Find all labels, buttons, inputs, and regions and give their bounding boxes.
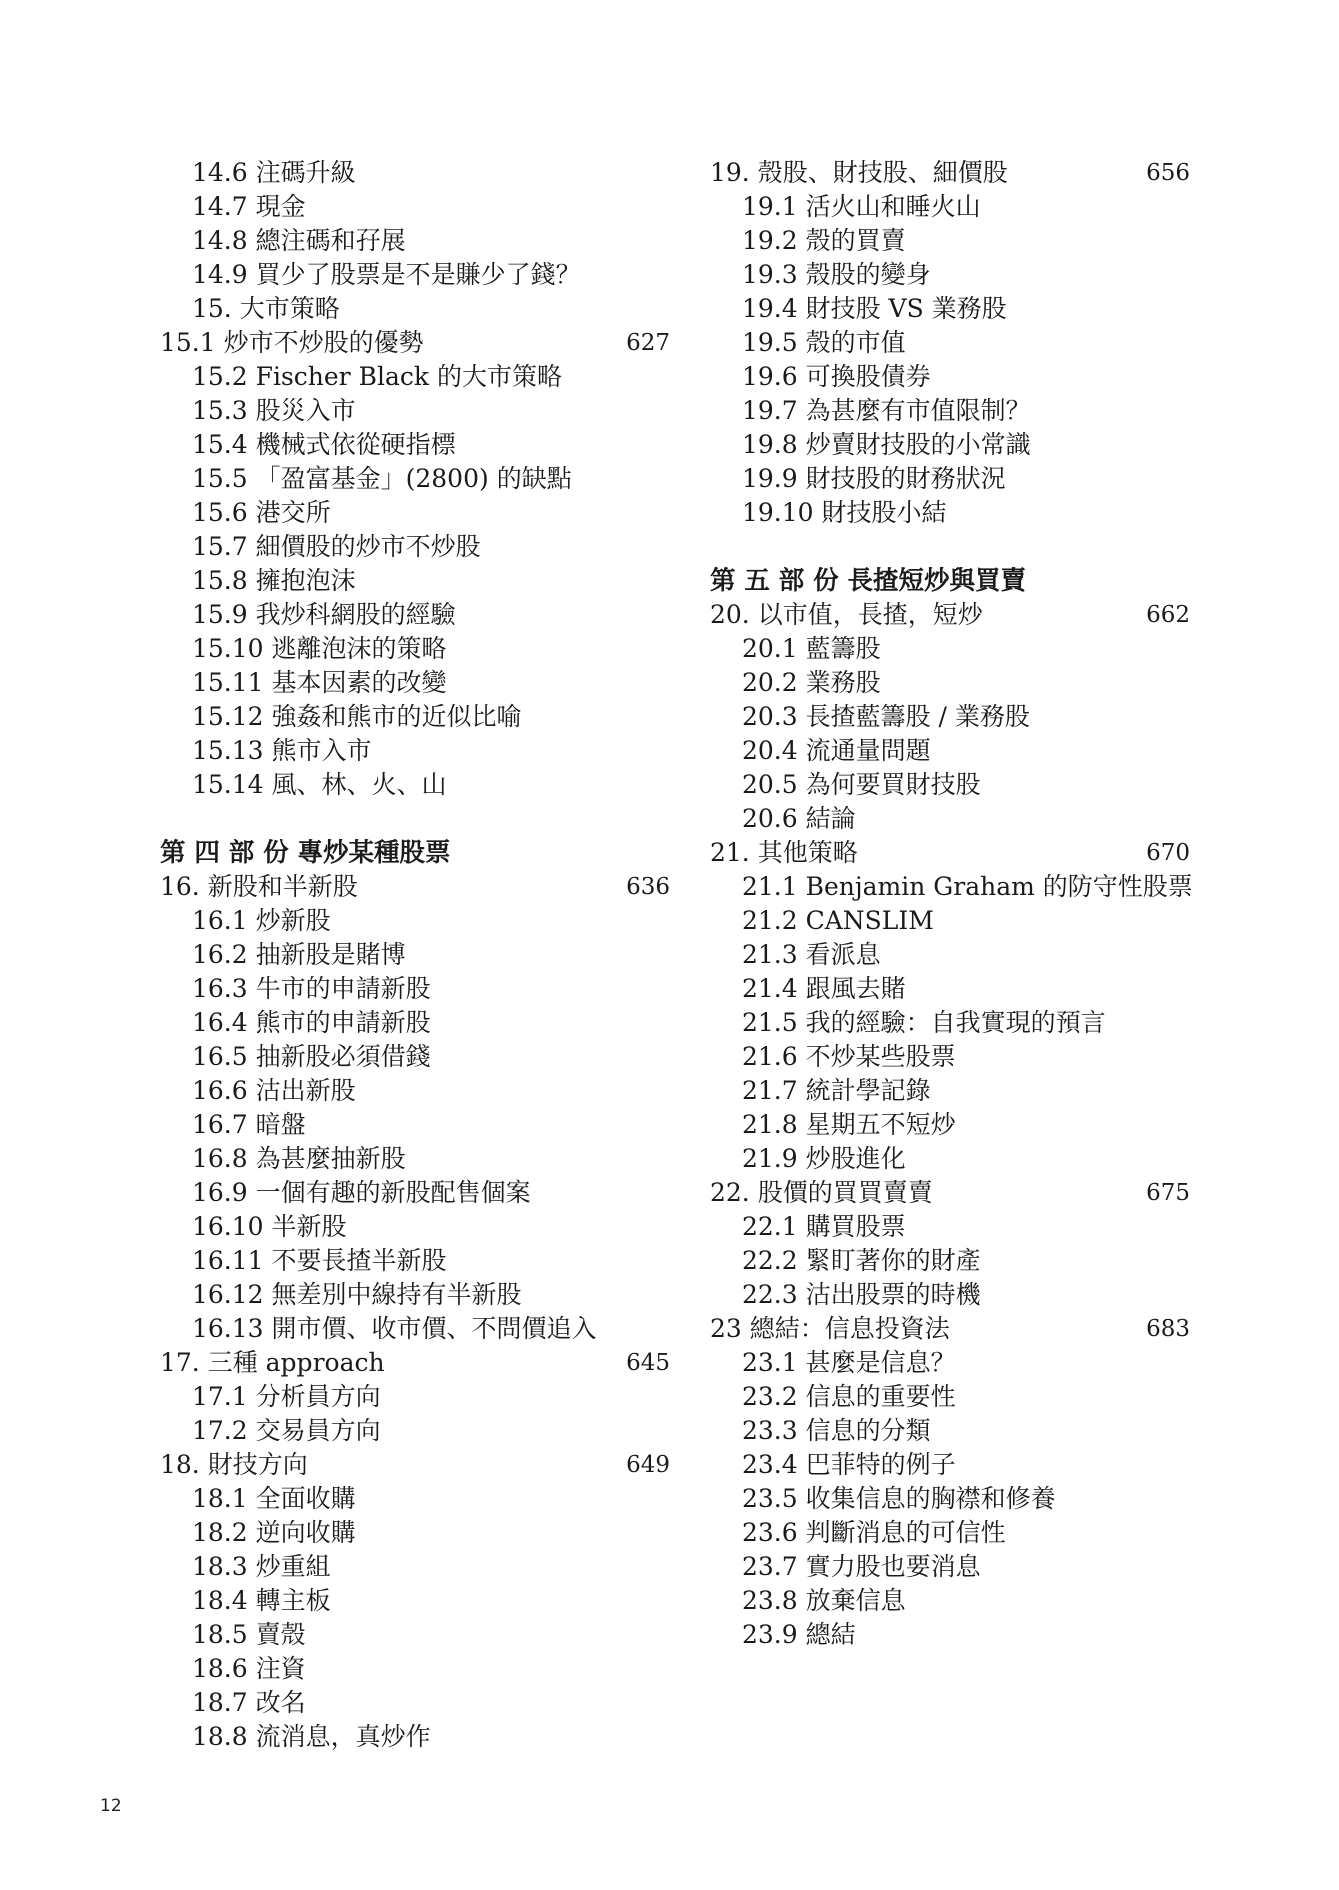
toc-entry-title: 21.4 跟風去賭	[742, 974, 906, 1003]
toc-entry-title: 16.5 抽新股必須借錢	[192, 1042, 431, 1071]
toc-page-number: 683	[1146, 1316, 1190, 1342]
toc-section-entry	[710, 190, 1190, 224]
toc-section-entry	[710, 496, 1190, 530]
toc-entry-title: 第 四 部 份 專炒某種股票	[160, 838, 451, 868]
toc-entry-title: 15.12 強姦和熊市的近似比喻	[192, 702, 522, 731]
toc-entry-title: 14.6 注碼升級	[192, 158, 356, 187]
toc-spacer	[710, 530, 1190, 564]
toc-entry-title: 20. 以市值，長揸，短炒	[710, 600, 983, 629]
toc-section-entry	[160, 1006, 670, 1040]
toc-entry-title: 14.9 買少了股票是不是賺少了錢？	[192, 260, 581, 289]
toc-entry-title: 23.9 總結	[742, 1620, 856, 1649]
toc-section-entry	[160, 292, 670, 326]
toc-entry-title: 15.10 逃離泡沫的策略	[192, 634, 447, 663]
toc-entry-title: 15.4 機械式依從硬指標	[192, 430, 456, 459]
toc-entry-title: 22.2 緊盯著你的財產	[742, 1246, 981, 1275]
toc-entry-title: 15.1 炒市不炒股的優勢	[160, 328, 424, 357]
toc-spacer	[160, 802, 670, 836]
toc-section-entry	[160, 1686, 670, 1720]
toc-part-heading	[710, 564, 1190, 598]
toc-entry-title: 19.9 財技股的財務狀況	[742, 464, 1006, 493]
toc-page-number: 636	[626, 874, 670, 900]
toc-entry-title: 21.3 看派息	[742, 940, 881, 969]
toc-section-entry	[710, 1516, 1190, 1550]
toc-section-entry	[160, 1278, 670, 1312]
toc-section-entry	[160, 1482, 670, 1516]
toc-section-entry	[160, 768, 670, 802]
toc-entry-title: 18.1 全面收購	[192, 1484, 356, 1513]
toc-left-column	[160, 156, 670, 1754]
toc-section-entry	[710, 1482, 1190, 1516]
toc-section-entry	[710, 972, 1190, 1006]
toc-section-entry	[710, 938, 1190, 972]
toc-entry-title: 18. 財技方向	[160, 1450, 308, 1479]
toc-entry-title: 22.1 購買股票	[742, 1212, 906, 1241]
toc-section-entry	[710, 1074, 1190, 1108]
toc-section-entry	[710, 1142, 1190, 1176]
toc-section-entry	[710, 904, 1190, 938]
toc-section-entry	[160, 1074, 670, 1108]
toc-entry-title: 16.7 暗盤	[192, 1110, 306, 1139]
toc-entry-title: 17.1 分析員方向	[192, 1382, 381, 1411]
toc-chapter-entry	[160, 1448, 670, 1482]
toc-section-entry	[710, 1108, 1190, 1142]
toc-page-number: 627	[626, 330, 670, 356]
toc-entry-title: 14.8 總注碼和孖展	[192, 226, 406, 255]
toc-entry-title: 15.11 基本因素的改變	[192, 668, 447, 697]
toc-entry-title: 15.3 股災入市	[192, 396, 356, 425]
toc-entry-title: 23.7 實力股也要消息	[742, 1552, 981, 1581]
toc-chapter-entry	[160, 870, 670, 904]
toc-entry-title: 21.1 Benjamin Graham 的防守性股票	[742, 872, 1193, 901]
toc-chapter-entry	[710, 836, 1190, 870]
toc-entry-title: 15.8 擁抱泡沫	[192, 566, 356, 595]
toc-entry-title: 20.1 藍籌股	[742, 634, 881, 663]
toc-section-entry	[710, 1346, 1190, 1380]
toc-section-entry	[160, 428, 670, 462]
toc-entry-title: 19.5 殼的市值	[742, 328, 906, 357]
toc-entry-title: 16.12 無差別中線持有半新股	[192, 1280, 522, 1309]
toc-section-entry	[160, 258, 670, 292]
toc-entry-title: 15.7 細價股的炒市不炒股	[192, 532, 481, 561]
toc-entry-title: 23.3 信息的分類	[742, 1416, 931, 1445]
toc-entry-title: 18.2 逆向收購	[192, 1518, 356, 1547]
toc-entry-title: 23.8 放棄信息	[742, 1586, 906, 1615]
toc-section-entry	[160, 1652, 670, 1686]
toc-section-entry	[160, 1720, 670, 1754]
toc-section-entry	[160, 734, 670, 768]
toc-part-heading	[160, 836, 670, 870]
toc-entry-title: 21.6 不炒某些股票	[742, 1042, 956, 1071]
toc-section-entry	[710, 1278, 1190, 1312]
toc-section-entry	[160, 632, 670, 666]
toc-chapter-entry	[710, 1176, 1190, 1210]
toc-section-entry	[160, 1176, 670, 1210]
toc-entry-title: 15.2 Fischer Black 的大市策略	[192, 362, 562, 391]
toc-section-entry	[710, 632, 1190, 666]
toc-entry-title: 23.2 信息的重要性	[742, 1382, 956, 1411]
toc-section-entry	[160, 360, 670, 394]
toc-entry-title: 19.10 財技股小結	[742, 498, 947, 527]
toc-section-entry	[710, 1244, 1190, 1278]
toc-page-number: 645	[626, 1350, 670, 1376]
toc-entry-title: 19.1 活火山和睡火山	[742, 192, 981, 221]
toc-entry-title: 20.4 流通量問題	[742, 736, 931, 765]
toc-section-entry	[710, 258, 1190, 292]
toc-section-entry	[710, 224, 1190, 258]
toc-entry-title: 15.5 「盈富基金」(2800) 的缺點	[192, 464, 572, 493]
toc-entry-title: 18.5 賣殼	[192, 1620, 306, 1649]
toc-section-entry	[160, 598, 670, 632]
toc-section-entry	[160, 1516, 670, 1550]
toc-section-entry	[160, 530, 670, 564]
toc-page-number: 670	[1146, 840, 1190, 866]
toc-page-number: 656	[1146, 160, 1190, 186]
page-number: 12	[100, 1796, 122, 1816]
toc-entry-title: 19.8 炒賣財技股的小常識	[742, 430, 1031, 459]
toc-entry-title: 18.4 轉主板	[192, 1586, 331, 1615]
toc-entry-title: 16.13 開市價、收市價、不問價追入	[192, 1314, 597, 1343]
toc-page-number: 662	[1146, 602, 1190, 628]
toc-entry-title: 16.4 熊市的申請新股	[192, 1008, 431, 1037]
toc-section-entry	[710, 734, 1190, 768]
toc-section-entry	[160, 904, 670, 938]
toc-page-number: 649	[626, 1452, 670, 1478]
toc-entry-title: 16.2 抽新股是賭博	[192, 940, 406, 969]
toc-entry-title: 21. 其他策略	[710, 838, 858, 867]
toc-entry-title: 21.2 CANSLIM	[742, 906, 934, 935]
toc-section-entry	[160, 1618, 670, 1652]
toc-section-entry	[710, 394, 1190, 428]
toc-entry-title: 17. 三種 approach	[160, 1348, 385, 1377]
toc-section-entry	[160, 156, 670, 190]
toc-section-entry	[710, 1040, 1190, 1074]
toc-section-entry	[160, 1550, 670, 1584]
toc-section-entry	[160, 1142, 670, 1176]
toc-section-entry	[160, 1380, 670, 1414]
toc-section-entry	[160, 700, 670, 734]
toc-chapter-entry	[710, 156, 1190, 190]
toc-entry-title: 20.5 為何要買財技股	[742, 770, 981, 799]
toc-entry-title: 17.2 交易員方向	[192, 1416, 381, 1445]
toc-entry-title: 19.3 殼股的變身	[742, 260, 931, 289]
toc-section-entry	[160, 1414, 670, 1448]
toc-entry-title: 16.6 沽出新股	[192, 1076, 356, 1105]
toc-section-entry	[160, 1108, 670, 1142]
toc-entry-title: 20.6 結論	[742, 804, 856, 833]
toc-section-entry	[710, 802, 1190, 836]
toc-entry-title: 19.7 為甚麼有市值限制？	[742, 396, 1031, 425]
toc-entry-title: 15.14 風、林、火、山	[192, 770, 447, 799]
toc-entry-title: 16.1 炒新股	[192, 906, 331, 935]
toc-entry-title: 16.11 不要長揸半新股	[192, 1246, 447, 1275]
toc-chapter-entry	[160, 1346, 670, 1380]
toc-section-entry	[710, 1210, 1190, 1244]
toc-entry-title: 18.8 流消息，真炒作	[192, 1722, 431, 1751]
toc-section-entry	[710, 700, 1190, 734]
toc-section-entry	[160, 462, 670, 496]
toc-entry-title: 15.6 港交所	[192, 498, 331, 527]
toc-section-entry	[160, 224, 670, 258]
toc-entry-title: 22. 股價的買買賣賣	[710, 1178, 933, 1207]
toc-entry-title: 19.6 可換股債券	[742, 362, 931, 391]
toc-section-entry	[160, 1210, 670, 1244]
toc-entry-title: 第 五 部 份 長揸短炒與買賣	[710, 566, 1027, 596]
toc-section-entry	[710, 1618, 1190, 1652]
toc-entry-title: 19.4 財技股 VS 業務股	[742, 294, 1007, 323]
toc-section-entry	[710, 1380, 1190, 1414]
toc-entry-title: 16.9 一個有趣的新股配售個案	[192, 1178, 531, 1207]
toc-entry-title: 20.3 長揸藍籌股 / 業務股	[742, 702, 1030, 731]
toc-section-entry	[710, 292, 1190, 326]
toc-entry-title: 20.2 業務股	[742, 668, 881, 697]
toc-entry-title: 16.8 為甚麼抽新股	[192, 1144, 406, 1173]
toc-section-entry	[160, 1584, 670, 1618]
toc-section-entry	[160, 496, 670, 530]
toc-entry-title: 21.5 我的經驗：自我實現的預言	[742, 1008, 1106, 1037]
toc-entry-title: 18.7 改名	[192, 1688, 306, 1717]
toc-section-entry	[710, 1550, 1190, 1584]
toc-section-entry	[710, 1584, 1190, 1618]
toc-section-entry	[160, 1312, 670, 1346]
toc-page-number: 675	[1146, 1180, 1190, 1206]
toc-entry-title: 23.5 收集信息的胸襟和修養	[742, 1484, 1056, 1513]
toc-entry-title: 21.9 炒股進化	[742, 1144, 906, 1173]
toc-section-entry	[160, 564, 670, 598]
toc-section-entry	[710, 326, 1190, 360]
toc-section-entry	[160, 972, 670, 1006]
toc-chapter-entry	[710, 598, 1190, 632]
toc-right-column	[710, 156, 1193, 1652]
toc-section-entry	[160, 190, 670, 224]
toc-entry-title: 18.3 炒重組	[192, 1552, 331, 1581]
toc-entry-title: 14.7 現金	[192, 192, 306, 221]
toc-entry-title: 15. 大市策略	[192, 294, 340, 323]
toc-section-entry	[710, 870, 1193, 904]
toc-entry-title: 15.9 我炒科網股的經驗	[192, 600, 456, 629]
toc-section-entry	[710, 1414, 1190, 1448]
toc-section-entry	[710, 768, 1190, 802]
toc-entry-title: 21.8 星期五不短炒	[742, 1110, 956, 1139]
toc-entry-title: 16. 新股和半新股	[160, 872, 358, 901]
toc-entry-title: 19.2 殼的買賣	[742, 226, 906, 255]
toc-section-entry	[160, 1244, 670, 1278]
toc-section-entry	[160, 1040, 670, 1074]
toc-section-entry	[160, 394, 670, 428]
toc-entry-title: 23.1 甚麼是信息？	[742, 1348, 956, 1377]
toc-entry-title: 23 總結：信息投資法	[710, 1314, 950, 1343]
toc-chapter-entry	[710, 1312, 1190, 1346]
toc-entry-title: 15.13 熊市入市	[192, 736, 372, 765]
toc-chapter-entry	[160, 326, 670, 360]
toc-entry-title: 22.3 沽出股票的時機	[742, 1280, 981, 1309]
toc-entry-title: 18.6 注資	[192, 1654, 306, 1683]
toc-entry-title: 23.4 巴菲特的例子	[742, 1450, 956, 1479]
toc-entry-title: 23.6 判斷消息的可信性	[742, 1518, 1006, 1547]
toc-section-entry	[710, 428, 1190, 462]
toc-entry-title: 21.7 統計學記錄	[742, 1076, 931, 1105]
toc-section-entry	[710, 462, 1190, 496]
toc-section-entry	[710, 360, 1190, 394]
toc-entry-title: 16.3 牛市的申請新股	[192, 974, 431, 1003]
toc-section-entry	[160, 938, 670, 972]
toc-section-entry	[160, 666, 670, 700]
toc-section-entry	[710, 1448, 1190, 1482]
toc-section-entry	[710, 666, 1190, 700]
toc-entry-title: 19. 殼股、財技股、細價股	[710, 158, 1008, 187]
toc-section-entry	[710, 1006, 1190, 1040]
toc-entry-title: 16.10 半新股	[192, 1212, 347, 1241]
